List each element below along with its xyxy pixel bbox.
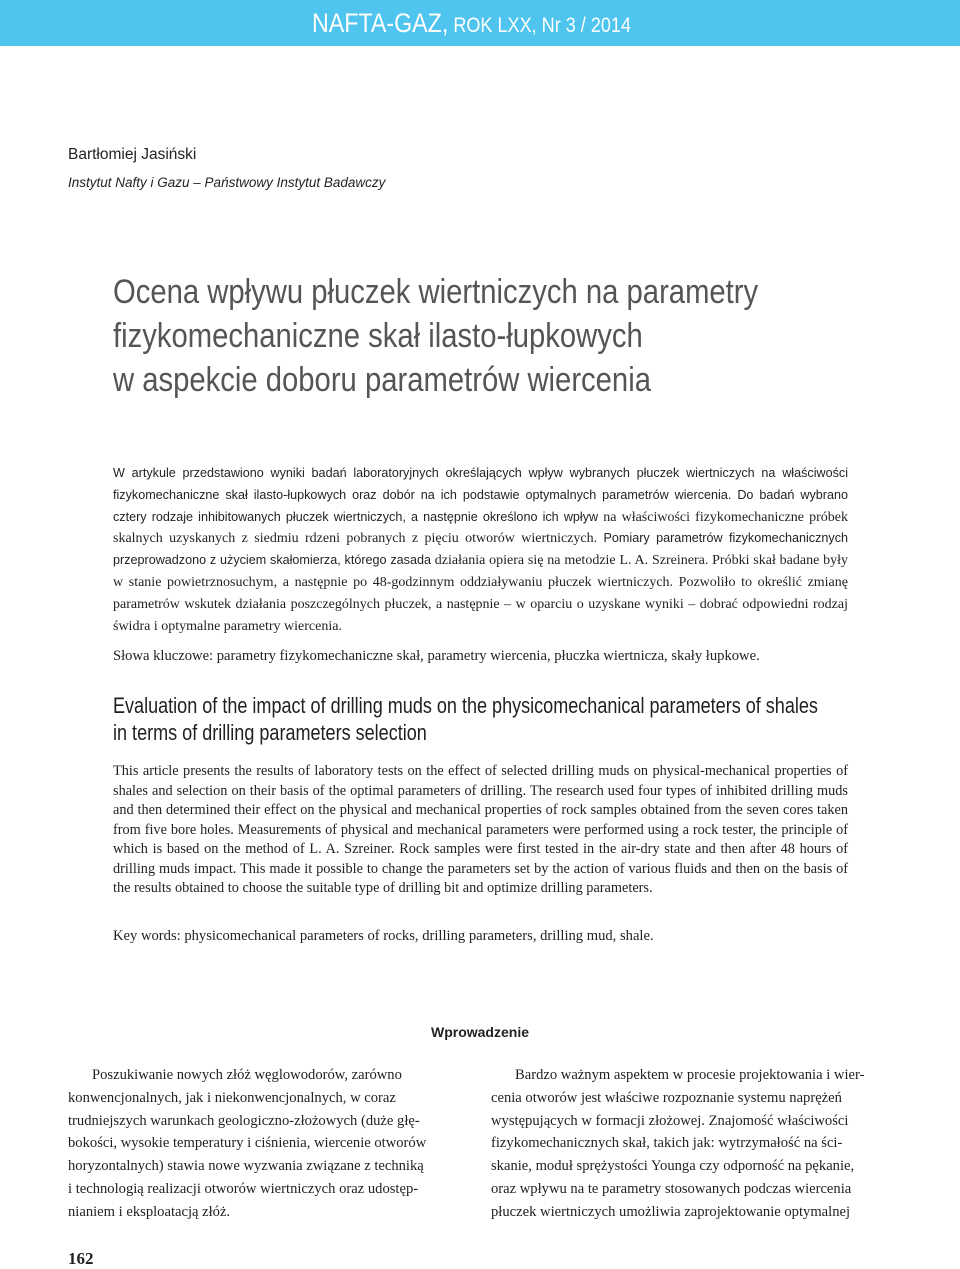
body-line: Poszukiwanie nowych złóż węglowodorów, zarówno xyxy=(92,1067,402,1083)
keywords-en: Key words: physicomechanical parameters of rocks, drilling parameters, drilling mud, shale. xyxy=(113,928,654,944)
journal-name: NAFTA-GAZ, xyxy=(312,8,449,38)
body-line: fizykomechanicznych skał, takich jak: wytrzymałość na ści- xyxy=(491,1135,843,1152)
author-affiliation: Instytut Nafty i Gazu – Państwowy Instytut Badawczy xyxy=(68,175,386,190)
body-line: nianiem i eksploatacją złóż. xyxy=(68,1203,231,1220)
body-line: występujących w formacji złożowej. Znajomość właściwości xyxy=(491,1112,849,1129)
section-title: Wprowadzenie xyxy=(430,1024,529,1040)
abstract-pl-part3: Pomiary parametrów fizykomechanicznych przeprowadzono z użyciem skałomierza, którego zasada xyxy=(113,531,848,568)
journal-title xyxy=(312,8,631,39)
body-line: oraz wpływu na te parametry stosowanych podczas wiercenia xyxy=(491,1180,852,1197)
title-pl-line: fizykomechaniczne skał ilasto-łupkowych xyxy=(113,317,643,355)
page-number: 162 xyxy=(68,1249,94,1268)
journal-issue: ROK LXX, Nr 3 / 2014 xyxy=(448,14,632,37)
body-line: cenia otworów jest właściwe rozpoznanie systemu naprężeń xyxy=(491,1089,842,1106)
author-name: Bartłomiej Jasiński xyxy=(68,146,197,163)
abstract-en xyxy=(113,762,848,899)
keywords-pl: Słowa kluczowe: parametry fizykomechaniczne skał, parametry wiercenia, płuczka wiertnicza, skały łupkowe. xyxy=(113,648,760,664)
title-pl-line: w aspekcie doboru parametrów wiercenia xyxy=(113,361,651,399)
body-line: horyzontalnych) stawia nowe wyzwania związane z techniką xyxy=(68,1158,424,1175)
body-column-right xyxy=(491,1064,891,1224)
body-column-left xyxy=(68,1064,468,1224)
abstract-pl-part4: działania opiera się na metodzie L. A. Szreinera. Próbki skał badane były w stanie powietrznosuchym, a następnie po 48-godzinnym oddziaływaniu płuczek wiertniczych. Pozwoliło to określić zmianę parametrów wskutek działania poszczególnych płuczek, a następnie – w oparciu o uzyskane wyniki – dobrać odpowiedni rodzaj świdra i optymalne parametry wiercenia. xyxy=(113,553,849,634)
abstract-en-text: This article presents the results of laboratory tests on the effect of selected drilling muds on physical-mechanical properties of shales and selection on their basis of the optimal parameters of drilling. The research used four types of inhibited drilling muds and then determined their effect on the physical and mechanical properties of rock samples obtained from the seven cores taken from five bore holes. Measurements of physical and mechanical parameters were performed using a rock tester, the principle of which is based on the method of L. A. Szreiner. Rock samples were first tested in the air-dry state and then after 48 hours of drilling muds impact. This made it possible to change the parameters set by the action of various fluids and then on the basis of the results obtained to choose the suitable type of drilling bit and optimize drilling parameters. xyxy=(113,763,848,896)
title-en-line: in terms of drilling parameters selection xyxy=(113,720,427,745)
body-line: bokości, wysokie temperatury i ciśnienia, wiercenie otworów xyxy=(68,1135,427,1152)
abstract-pl-part2: na właściwości fizykomechaniczne próbek skalnych uzyskanych z siedmiu rdzeni pobranych z pięciu otworów wiertniczych. xyxy=(113,509,848,547)
body-line: płuczek wiertniczych umożliwia zaprojektowanie optymalnej xyxy=(491,1203,851,1220)
body-line: i technologią realizacji otworów wiertniczych oraz udostęp- xyxy=(68,1180,419,1197)
title-en-line: Evaluation of the impact of drilling muds on the physicomechanical parameters of shales xyxy=(113,693,818,718)
article-title-pl xyxy=(113,270,758,402)
body-line: trudniejszych warunkach geologiczno-złożowych (duże głę- xyxy=(68,1112,420,1129)
body-line: Bardzo ważnym aspektem w procesie projektowania i wier- xyxy=(515,1067,865,1083)
article-title-en xyxy=(113,692,818,746)
title-pl-line: Ocena wpływu płuczek wiertniczych na parametry xyxy=(113,273,759,311)
body-line: skanie, moduł sprężystości Younga czy odporność na pękanie, xyxy=(491,1158,855,1175)
body-line: konwencjonalnych, jak i niekonwencjonalnych, w coraz xyxy=(68,1089,396,1106)
abstract-pl xyxy=(113,463,848,637)
abstract-pl-part1: W artykule przedstawiono wyniki badań laboratoryjnych określających wpływ wybranych płuczek wiertniczych na właściwości fizykomechaniczne skał ilasto-łupkowych oraz dobór na ich podstawie optymalnych parametrów wiercenia. Do badań wybrano cztery rodzaje inhibitowanych płuczek wiertniczych, a następnie określono ich wpływ xyxy=(113,466,848,524)
